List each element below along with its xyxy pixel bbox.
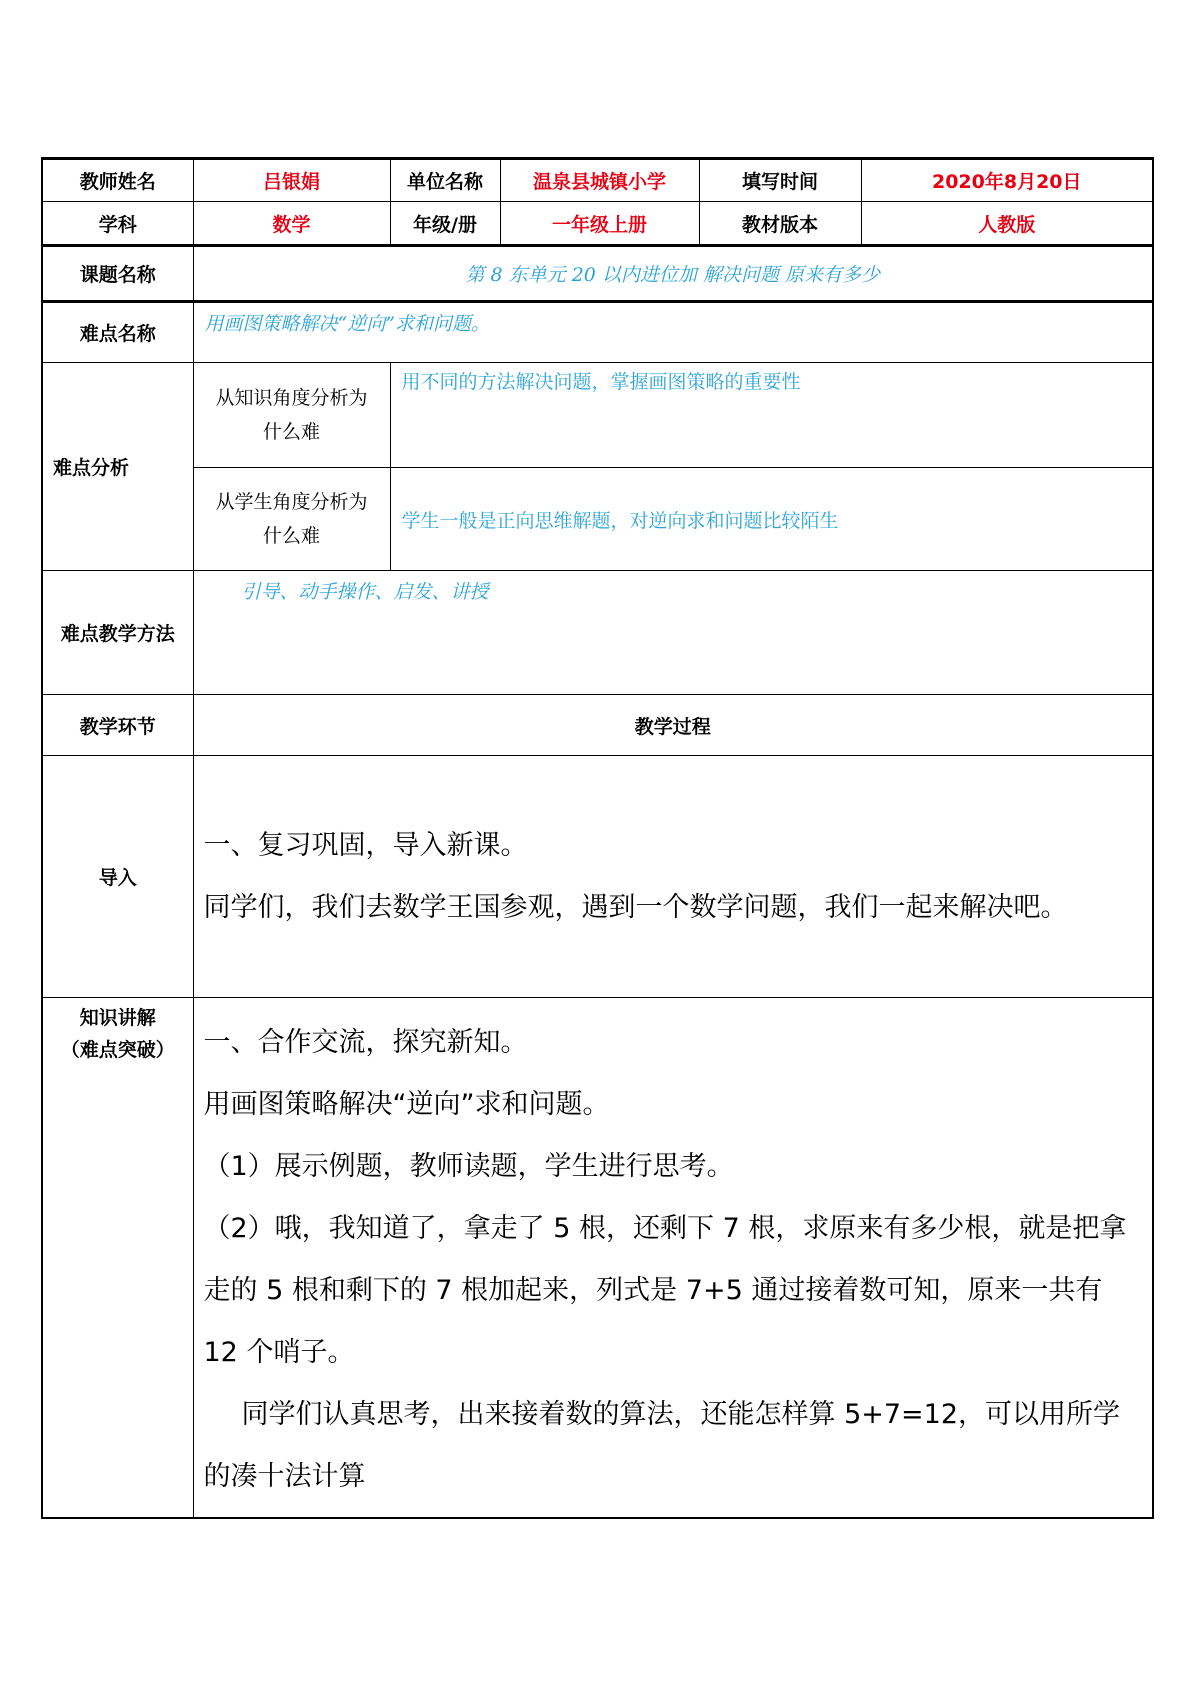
student-angle-label-line1: 从学生角度分析为 [215, 491, 368, 513]
time-label: 填写时间 [699, 159, 861, 202]
grade-value: 一年级上册 [500, 202, 699, 246]
analysis-label: 难点分析 [42, 363, 193, 571]
difficulty-row [42, 302, 1153, 363]
unit-value: 温泉县城镇小学 [500, 159, 699, 202]
knowledge-label [42, 998, 193, 1518]
subject-value: 数学 [193, 202, 390, 246]
knowledge-line-2: 用画图策略解决“逆向”求和问题。 [203, 1089, 610, 1120]
intro-line-1: 一、复习巩固，导入新课。 [203, 829, 528, 861]
topic-value: 第 8 东单元 20 以内进位加 解决问题 原来有多少 [193, 246, 1153, 302]
knowledge-content [193, 998, 1153, 1518]
time-value: 2020年8月20日 [861, 159, 1153, 202]
knowledge-line-3: （1）展示例题，教师读题，学生进行思考。 [203, 1151, 734, 1182]
student-angle-label-line2: 什么难 [262, 525, 320, 547]
knowledge-angle-label [193, 363, 390, 468]
edition-label: 教材版本 [699, 202, 861, 246]
unit-label: 单位名称 [390, 159, 500, 202]
knowledge-angle-label-line2: 什么难 [262, 421, 320, 443]
intro-line-2: 同学们，我们去数学王国参观，遇到一个数学问题，我们一起来解决吧。 [203, 891, 1068, 923]
teacher-label: 教师姓名 [42, 159, 193, 202]
topic-label: 课题名称 [42, 246, 193, 302]
knowledge-label-line2: （难点突破） [60, 1039, 175, 1061]
difficulty-label: 难点名称 [42, 302, 193, 363]
topic-row [42, 246, 1153, 302]
analysis-student-row [42, 468, 1153, 571]
student-angle-label [193, 468, 390, 571]
knowledge-line-4: （2）哦，我知道了，拿走了 5 根，还剩下 7 根，求原来有多少根，就是把拿走的 5 根和剩下的 7 根加起来，列式是 7+5 通过接着数可知，原来一共有 12 个哨子。 [203, 1213, 1127, 1368]
knowledge-line-5: 同学们认真思考，出来接着数的算法，还能怎样算 5+7=12，可以用所学的凑十法计算 [203, 1399, 1121, 1492]
knowledge-label-line1: 知识讲解 [79, 1007, 156, 1029]
grade-label: 年级/册 [390, 202, 500, 246]
knowledge-angle-value: 用不同的方法解决问题，掌握画图策略的重要性 [390, 363, 1153, 468]
intro-label: 导入 [42, 756, 193, 998]
header-row-1 [42, 159, 1153, 202]
knowledge-row [42, 998, 1153, 1518]
intro-row [42, 756, 1153, 998]
method-value: 引导、动手操作、启发、讲授 [193, 571, 1153, 695]
header-row-2 [42, 202, 1153, 246]
knowledge-angle-label-line1: 从知识角度分析为 [215, 387, 368, 409]
teacher-value: 吕银娟 [193, 159, 390, 202]
difficulty-value: 用画图策略解决“逆向”求和问题。 [193, 302, 1153, 363]
edition-value: 人教版 [861, 202, 1153, 246]
method-label: 难点教学方法 [42, 571, 193, 695]
lesson-plan-table [41, 157, 1154, 1519]
analysis-knowledge-row [42, 363, 1153, 468]
student-angle-value: 学生一般是正向思维解题，对逆向求和问题比较陌生 [390, 468, 1153, 571]
process-label: 教学过程 [193, 695, 1153, 756]
subject-label: 学科 [42, 202, 193, 246]
intro-content [193, 756, 1153, 998]
knowledge-line-1: 一、合作交流，探究新知。 [203, 1027, 528, 1058]
stage-label: 教学环节 [42, 695, 193, 756]
method-row [42, 571, 1153, 695]
process-header-row [42, 695, 1153, 756]
